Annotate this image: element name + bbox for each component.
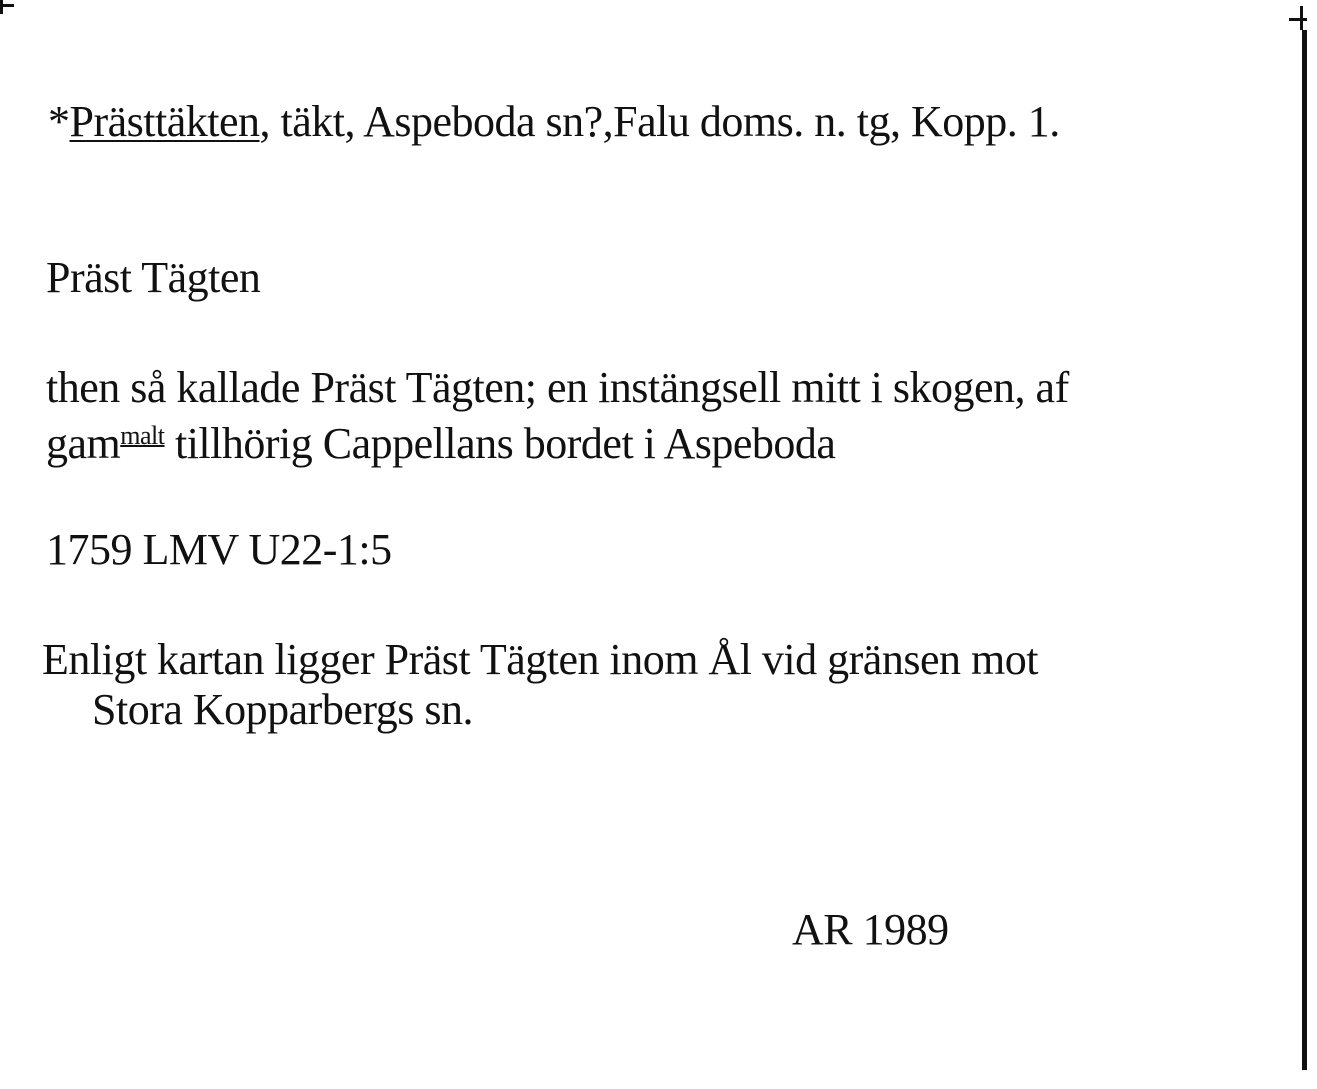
header-details: , täkt, Aspeboda sn?,Falu doms. n. tg, Kopp. 1.: [259, 97, 1060, 146]
card-right-edge: [1302, 30, 1307, 1070]
quote-line-2-rest: tillhörig Cappellans bordet i Aspeboda: [164, 419, 836, 468]
corner-registration-mark: [0, 0, 14, 14]
corner-registration-mark: [1289, 6, 1313, 32]
attested-form: Präst Tägten: [46, 253, 261, 302]
signature: AR 1989: [792, 905, 949, 954]
headword: Prästtäkten: [69, 97, 260, 146]
quote-word-start: gam: [46, 419, 121, 468]
note-line-2: Stora Kopparbergs sn.: [92, 685, 473, 734]
card-header: [48, 96, 1060, 148]
note-line-1: Enligt kartan ligger Präst Tägten inom Ål vid gränsen mot: [42, 635, 1038, 684]
quote-line-2: [46, 418, 835, 476]
handwritten-insertion: malt: [120, 421, 165, 450]
source-reference: 1759 LMV U22-1:5: [46, 525, 392, 574]
quote-line-1: then så kallade Präst Tägten; en instängsell mitt i skogen, af: [46, 363, 1069, 412]
headword-prefix: *: [48, 97, 70, 146]
